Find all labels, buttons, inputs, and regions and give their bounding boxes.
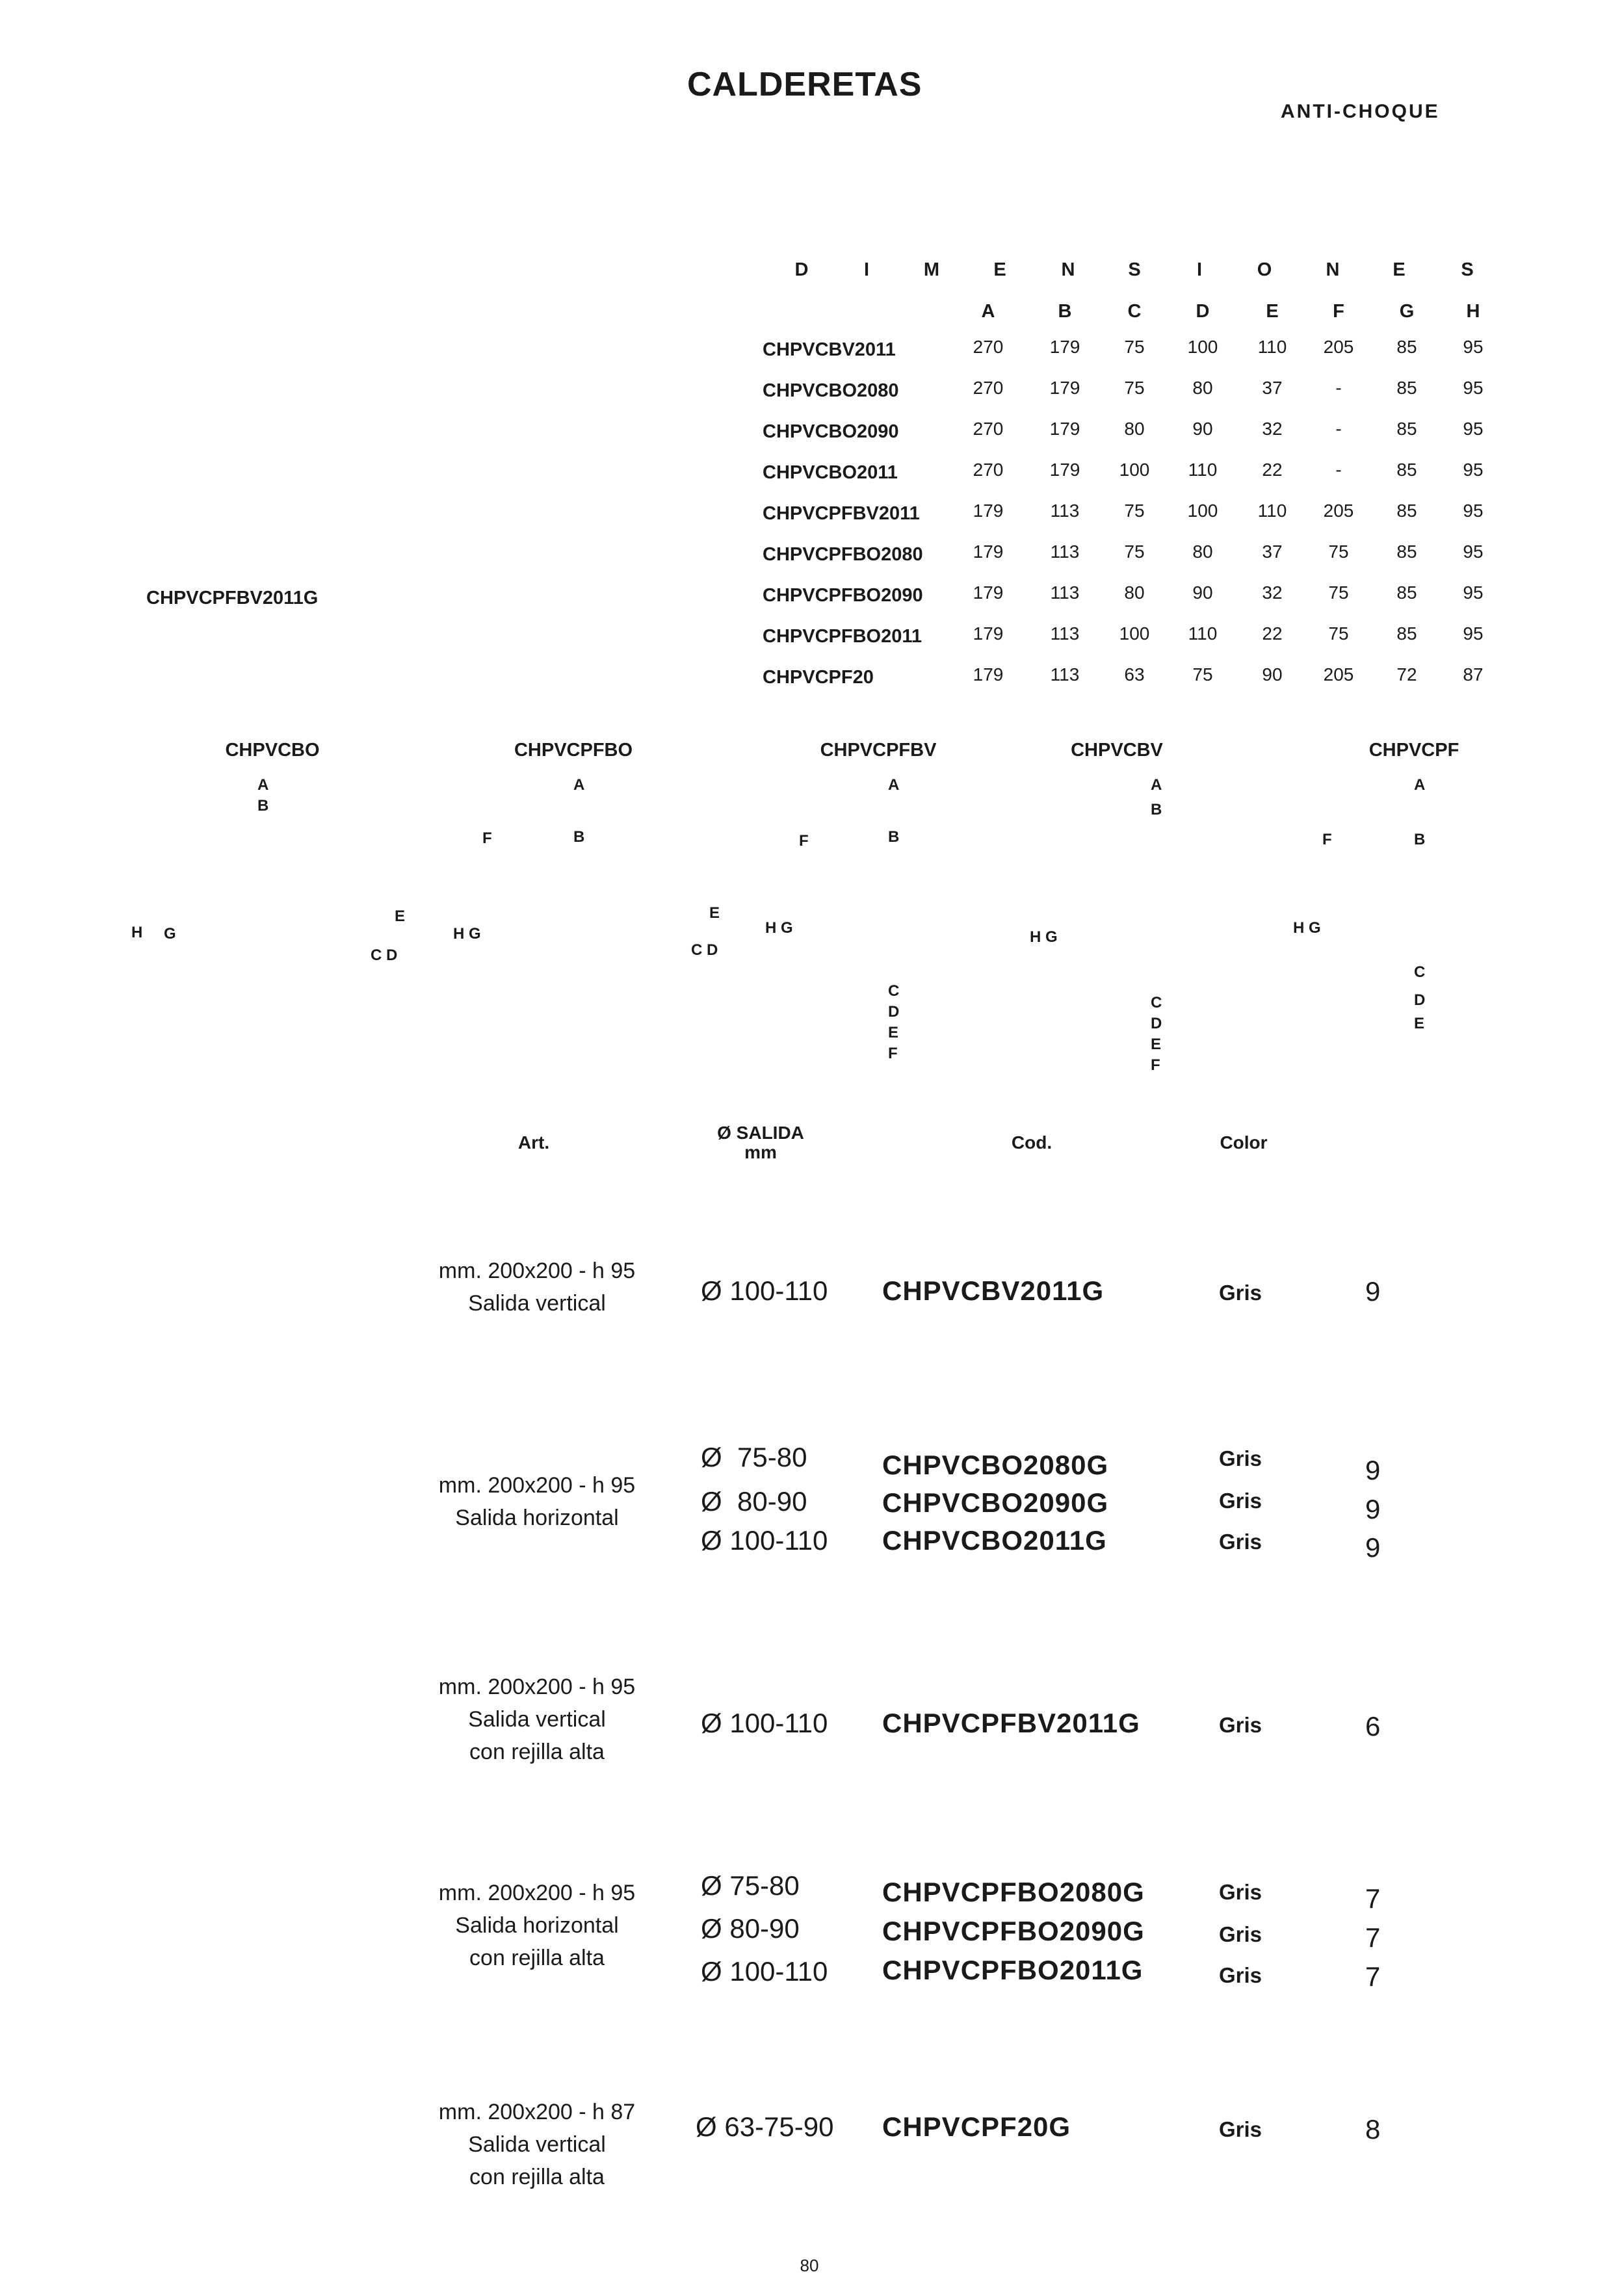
product-code: CHPVCPFBV2011G (882, 1708, 1140, 1738)
dim-title-letter: N (1061, 259, 1075, 280)
salida-value: Ø 100-110 (701, 1956, 828, 1987)
dim-cell: 113 (1050, 664, 1080, 685)
dim-cell: 75 (1124, 501, 1145, 521)
dim-letter-a: A (257, 776, 269, 794)
dim-cell: 85 (1396, 623, 1417, 644)
dim-col-header: C (1127, 301, 1142, 322)
art-description (439, 1877, 635, 1974)
dim-title-letter: S (1128, 259, 1141, 280)
product-quantity: 7 (1365, 1883, 1381, 1914)
dim-title-letter: N (1326, 259, 1340, 280)
dim-cell: 75 (1124, 337, 1145, 357)
product-color: Gris (1219, 1963, 1262, 1987)
art-description (439, 2096, 635, 2193)
dim-cell: 179 (1049, 460, 1080, 480)
dim-letter-e: E (1414, 1015, 1425, 1032)
dim-title-letter: E (993, 259, 1006, 280)
dim-cell: 75 (1124, 378, 1145, 398)
art-line: Salida vertical (468, 1707, 606, 1732)
diagram-title: CHPVCPF (1368, 740, 1459, 761)
product-quantity: 9 (1365, 1276, 1381, 1307)
diagram-title: CHPVCBO (225, 740, 320, 761)
product-color: Gris (1219, 2117, 1262, 2141)
dim-cell: 113 (1050, 541, 1080, 562)
dim-letter-e: E (709, 904, 720, 922)
dim-cell: 100 (1187, 501, 1218, 521)
dim-title-letter: E (1393, 259, 1406, 280)
product-color: Gris (1219, 1922, 1262, 1946)
art-line: Salida horizontal (455, 1913, 619, 1938)
art-line: con rejilla alta (469, 1740, 605, 1764)
dim-cell: 90 (1192, 582, 1213, 603)
product-code: CHPVCPF20G (882, 2111, 1071, 2142)
dim-letter-hg: H G (1293, 919, 1321, 937)
dim-letter-a: A (1151, 776, 1162, 794)
dim-row-code: CHPVCPFBV2011 (763, 503, 920, 524)
dim-cell: 85 (1396, 460, 1417, 480)
page-subtitle: ANTI-CHOQUE (1281, 101, 1440, 122)
product-color: Gris (1219, 1530, 1262, 1554)
art-line: mm. 200x200 - h 95 (438, 1675, 636, 1699)
page-title: CALDERETAS (687, 66, 922, 103)
salida-value: Ø 100-110 (701, 1525, 828, 1556)
dim-cell: 95 (1463, 460, 1484, 480)
art-line: con rejilla alta (469, 2165, 605, 2189)
dim-letter-e: E (888, 1024, 899, 1041)
dim-letter-f: F (1322, 831, 1332, 848)
dim-cell: 95 (1463, 623, 1484, 644)
product-quantity: 9 (1365, 1455, 1381, 1485)
dim-cell: 270 (973, 378, 1004, 398)
dim-cell: 100 (1187, 337, 1218, 357)
product-color: Gris (1219, 1489, 1262, 1513)
product-color: Gris (1219, 1880, 1262, 1904)
dim-cell: 179 (1049, 419, 1080, 439)
dim-cell: 113 (1050, 582, 1080, 603)
dim-letter-hg: H G (453, 925, 481, 943)
dim-cell: 110 (1188, 623, 1218, 644)
dim-cell: 32 (1262, 419, 1283, 439)
dim-cell: 75 (1328, 582, 1349, 603)
dim-letter-e: E (395, 907, 406, 925)
dim-letter-b: B (573, 828, 585, 846)
dim-letter-f: F (888, 1045, 898, 1062)
dim-cell: 75 (1124, 541, 1145, 562)
dim-cell: 37 (1262, 541, 1283, 562)
salida-value: Ø 80-90 (701, 1486, 807, 1517)
dim-letter-a: A (888, 776, 900, 794)
dim-letter-hg: H G (1030, 928, 1058, 946)
col-header-salida-unit: mm (744, 1142, 777, 1162)
art-description (439, 1671, 635, 1768)
product-code: CHPVCBO2011G (882, 1525, 1107, 1556)
dim-row-code: CHPVCPFBO2080 (763, 544, 923, 565)
dim-col-header: B (1058, 301, 1072, 322)
dim-title-letter: S (1461, 259, 1474, 280)
dim-letter-f: F (799, 832, 809, 850)
art-line: Salida vertical (468, 1291, 606, 1316)
dim-cell: 95 (1463, 419, 1484, 439)
dim-letter-c: C (1414, 963, 1426, 981)
product-code: CHPVCBV2011G (882, 1275, 1105, 1306)
dim-row-code: CHPVCPF20 (763, 667, 874, 688)
product-quantity: 8 (1365, 2114, 1381, 2145)
dim-col-header: G (1399, 301, 1415, 322)
dim-cell: 80 (1124, 582, 1145, 603)
dim-cell: 85 (1396, 419, 1417, 439)
dim-letter-c: C (1151, 994, 1162, 1011)
art-line: Salida vertical (468, 2132, 606, 2157)
dim-cell: 100 (1119, 623, 1150, 644)
col-header-color: Color (1220, 1132, 1268, 1153)
dim-letter-c: C (888, 982, 900, 1000)
product-quantity: 9 (1365, 1494, 1381, 1524)
dim-cell: 37 (1262, 378, 1283, 398)
dim-col-header: E (1266, 301, 1279, 322)
art-line: mm. 200x200 - h 95 (438, 1473, 636, 1498)
dim-cell: 179 (973, 582, 1004, 603)
dim-cell: - (1335, 419, 1342, 439)
dim-letter-cd: C D (691, 941, 718, 959)
dim-cell: 95 (1463, 337, 1484, 357)
dim-cell: 179 (973, 623, 1004, 644)
dim-title-letter: I (863, 259, 870, 280)
product-color: Gris (1219, 1446, 1262, 1470)
dim-cell: 85 (1396, 378, 1417, 398)
art-description (439, 1469, 635, 1534)
dim-cell: 32 (1262, 582, 1283, 603)
product-code: CHPVCPFBO2080G (882, 1877, 1145, 1907)
salida-value: Ø 63-75-90 (696, 2111, 834, 2142)
product-code: CHPVCBO2080G (882, 1450, 1109, 1480)
dim-cell: 75 (1192, 664, 1213, 685)
dim-cell: 110 (1257, 337, 1287, 357)
dim-cell: 100 (1119, 460, 1150, 480)
dim-row-code: CHPVCPFBO2011 (763, 626, 922, 647)
dim-cell: 63 (1124, 664, 1145, 685)
dim-cell: 80 (1124, 419, 1145, 439)
dim-cell: - (1335, 378, 1342, 398)
dim-cell: 22 (1262, 623, 1283, 644)
dim-cell: 205 (1323, 501, 1354, 521)
dim-cell: 72 (1396, 664, 1417, 685)
dim-cell: 80 (1192, 541, 1213, 562)
dim-cell: 113 (1050, 623, 1080, 644)
dim-col-header: H (1466, 301, 1480, 322)
salida-value: Ø 100-110 (701, 1275, 828, 1306)
dim-cell: 85 (1396, 501, 1417, 521)
dim-cell: 270 (973, 460, 1004, 480)
dim-cell: 270 (973, 419, 1004, 439)
salida-value: Ø 75-80 (701, 1442, 807, 1472)
dim-row-code: CHPVCBO2090 (763, 421, 899, 442)
dim-cell: 22 (1262, 460, 1283, 480)
dim-cell: 85 (1396, 582, 1417, 603)
dim-col-header: F (1333, 301, 1344, 322)
dim-cell: 75 (1328, 623, 1349, 644)
dim-cell: 205 (1323, 337, 1354, 357)
product-quantity: 9 (1365, 1532, 1381, 1563)
dim-cell: 179 (973, 541, 1004, 562)
product-quantity: 7 (1365, 1961, 1381, 1992)
dim-row-code: CHPVCBV2011 (763, 339, 896, 360)
dim-cell: 179 (973, 664, 1004, 685)
dim-letter-b: B (1414, 831, 1426, 848)
dim-letter-h: H (131, 924, 143, 941)
dim-row-code: CHPVCPFBO2090 (763, 585, 923, 606)
product-code: CHPVCPFBO2011G (882, 1955, 1144, 1985)
col-header-cod: Cod. (1011, 1132, 1053, 1153)
dim-letter-d: D (1414, 991, 1426, 1009)
dim-row-code: CHPVCBO2080 (763, 380, 899, 401)
art-description (439, 1255, 635, 1320)
product-code: CHPVCBO2090G (882, 1487, 1109, 1518)
dim-cell: 179 (1049, 378, 1080, 398)
dim-letter-d: D (1151, 1015, 1162, 1032)
dim-cell: 270 (973, 337, 1004, 357)
dim-letter-b: B (888, 828, 900, 846)
dim-cell: 85 (1396, 337, 1417, 357)
salida-value: Ø 75-80 (701, 1870, 800, 1901)
dim-col-header: A (981, 301, 995, 322)
dim-cell: 205 (1323, 664, 1354, 685)
col-header-salida: Ø SALIDA (717, 1123, 804, 1143)
dim-cell: 179 (973, 501, 1004, 521)
diagram-title: CHPVCPFBV (820, 740, 937, 761)
dim-cell: 80 (1192, 378, 1213, 398)
dim-letter-b: B (1151, 801, 1162, 818)
art-line: con rejilla alta (469, 1946, 605, 1970)
dim-title-letter: D (794, 259, 809, 280)
product-color: Gris (1219, 1713, 1262, 1737)
dim-cell: 95 (1463, 541, 1484, 562)
page-number: 80 (800, 2256, 819, 2275)
dim-letter-hg: H G (765, 919, 793, 937)
dim-letter-a: A (1414, 776, 1426, 794)
dim-cell: 90 (1262, 664, 1283, 685)
dim-col-header: D (1196, 301, 1210, 322)
dim-letter-f: F (1151, 1056, 1160, 1074)
dim-cell: 95 (1463, 501, 1484, 521)
salida-value: Ø 100-110 (701, 1708, 828, 1738)
dim-cell: 110 (1188, 460, 1218, 480)
art-line: mm. 200x200 - h 95 (438, 1259, 636, 1283)
dim-title-letter: I (1196, 259, 1203, 280)
diagram-title: CHPVCPFBO (514, 740, 633, 761)
dim-cell: 179 (1049, 337, 1080, 357)
art-line: mm. 200x200 - h 95 (438, 1881, 636, 1905)
product-code: CHPVCPFBO2090G (882, 1916, 1145, 1946)
dim-cell: 90 (1192, 419, 1213, 439)
art-line: mm. 200x200 - h 87 (438, 2100, 636, 2124)
dim-cell: 87 (1463, 664, 1484, 685)
dim-cell: 85 (1396, 541, 1417, 562)
dim-cell: 113 (1050, 501, 1080, 521)
dim-cell: 95 (1463, 378, 1484, 398)
dim-letter-g: G (164, 925, 176, 943)
product-quantity: 6 (1365, 1711, 1381, 1742)
dim-cell: 110 (1257, 501, 1287, 521)
image-caption: CHPVCPFBV2011G (146, 588, 319, 608)
dim-cell: 75 (1328, 541, 1349, 562)
dim-row-code: CHPVCBO2011 (763, 462, 898, 483)
dim-letter-d: D (888, 1003, 900, 1021)
dim-letter-a: A (573, 776, 585, 794)
dim-letter-cd: C D (371, 946, 398, 964)
product-quantity: 7 (1365, 1922, 1381, 1953)
diagram-title: CHPVCBV (1071, 740, 1163, 761)
dim-letter-e: E (1151, 1036, 1162, 1053)
art-line: Salida horizontal (455, 1506, 619, 1530)
product-color: Gris (1219, 1281, 1262, 1305)
dim-cell: 95 (1463, 582, 1484, 603)
dim-title-letter: M (923, 259, 940, 280)
dim-cell: - (1335, 460, 1342, 480)
dim-letter-b: B (257, 797, 269, 815)
dim-title-letter: O (1257, 259, 1272, 280)
col-header-art: Art. (517, 1132, 550, 1153)
salida-value: Ø 80-90 (701, 1913, 800, 1944)
dim-letter-f: F (482, 829, 492, 847)
